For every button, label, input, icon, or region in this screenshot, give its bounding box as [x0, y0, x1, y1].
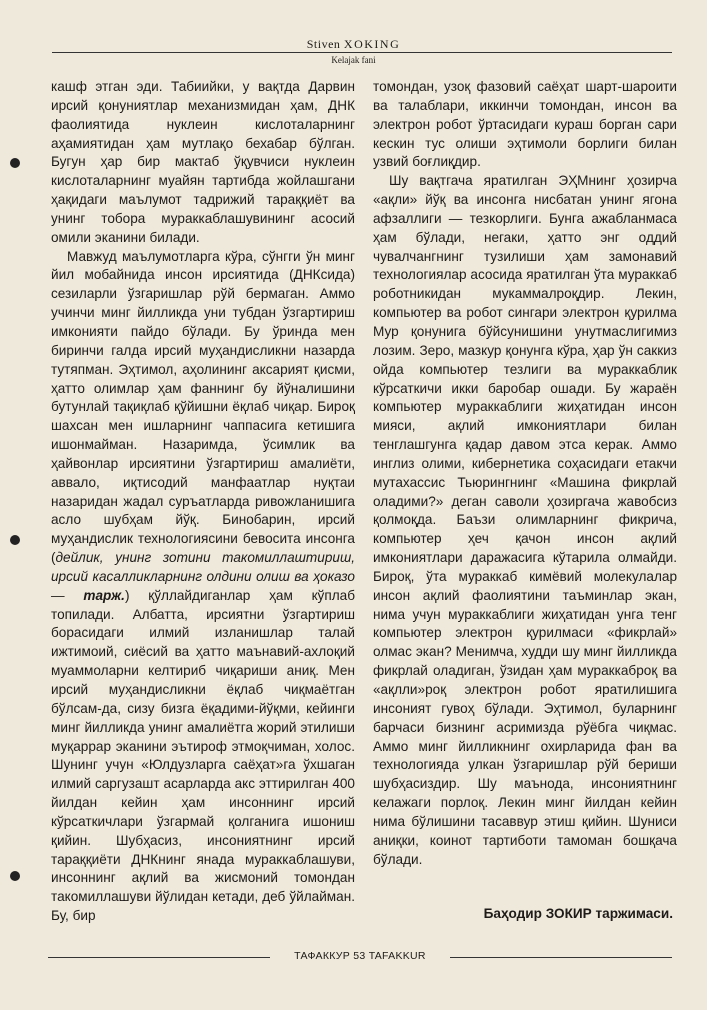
header-subtitle: Kelajak fani	[331, 55, 376, 65]
binder-hole	[10, 535, 20, 545]
translator-credit: Баҳодир ЗОКИР таржимаси.	[483, 906, 673, 921]
author-last-name: XOKING	[343, 37, 401, 51]
paragraph-text: ) қўллайдиганлар ҳам кўплаб топилади. Албатта, ирсиятни ўзгартириш борасидаги илмий изланишлар талай ижтимоий, сиёсий ва ҳатто маънавий-ахлоқий муаммоларни келтириб чиқариши аниқ. Мен ирсий муҳандисликни ёқлаб чиқмаётган бўлсам-да, сизу бизга ёқадими-йўқми, кейинги минг йилликда унинг амалиётга жорий этилиши муқаррар эканини эътироф этмоқчиман, холос. Шунинг учун «Юлдузларга саёҳат»га ўхшаган илмий саргузашт асарларда акс эттирилган 400 йилдан кейин ҳам инсоннинг ирсий кўрсаткичлари ўзгармай қолганига ишониш қийин. Шубҳасиз, инсониятнинг ирсий тараққиёти ДНКнинг янада мураккаблашуви, инсоннинг ақлий ва жисмоний томондан такомиллашуви йўлидан кетади, деб ўйлайман. Бу, бир	[51, 587, 355, 924]
page-footer	[48, 950, 672, 964]
author-first-name: Stiven	[306, 37, 341, 51]
footer-page-label: ТАФАККУР 53 TAFAKKUR	[294, 950, 426, 962]
translator-note: тарж.	[83, 587, 125, 603]
binder-hole	[10, 871, 20, 881]
paragraph: Шу вақтгача яратилган ЭҲМнинг ҳозирча «ақли» йўқ ва инсонга нисбатан унинг ягона афзаллиги — тезкорлиги. Бунга ажабланмаса ҳам бўлади, негаки, ҳатто энг оддий чувалчангнинг тузилиши ҳам замонавий технологиялар асосида яратилган ўта мураккаб роботникидан мукаммалроқдир. Лекин, компьютер ва робот сингари электрон қурилма Мур қонунига бўйсунишини унутмаслигимиз лозим. Зеро, мазкур қонунга кўра, ҳар ўн саккиз ойда компьютер тезлиги ва мураккаблик кўрсаткичи икки баробар ошади. Бу жараён компьютер мураккаблиги жиҳатидан инсон мияси, ақлий имкониятлари билан тенглашгунга қадар давом этса керак. Аммо инглиз олими, кибернетика соҳасидаги етакчи мутахассис Тьюрингнинг «Машина фикрлай оладими?» деган саволи ҳозиргача жавобсиз қолмоқда. Баъзи олимларнинг фикрича, компьютер ҳеч қачон инсон ақлий имкониятлари даражасига кўтарила олмайди. Бироқ, ўта мураккаб кимёвий молекулалар инсон ақлий фаолиятини таъминлар экан, нима учун мураккаблиги жиҳатидан унга тенг компьютер электрон қурилмаси «фикрлай» олмас экан? Менимча, худди шу минг йилликда фикрлай оладиган, ўзидан ҳам мураккаброқ ва «ақлли»роқ электрон робот яратилишига инсоният гувоҳ бўлади. Эҳтимол, буларнинг барчаси бизнинг асримизда рўёбга чиқмас. Аммо минг йилликнинг охирларида фан ва технологияда улкан ўзгаришлар рўй бериши шубҳасиздир. Шу маънода, инсониятнинг келажаги порлоқ. Лекин минг йилдан кейин нима бўлишини тасаввур этиш қийин. Шуниси аниқки, коинот тартиботи тамоман бошқача бўлади.	[373, 173, 677, 867]
paragraph	[51, 248, 355, 926]
binder-hole	[10, 158, 20, 168]
italic-aside: дейлик, унинг зотини такомиллаштириш, ирсий касалликларнинг олдини олиш ва ҳоказо —	[51, 550, 355, 603]
paragraph: кашф этган эди. Табиийки, у вақтда Дарвин ирсий қонуниятлар механизмидан ҳам, ДНК фаолиятида нуклеин кислоталарнинг аҳамиятидан ҳам мутлақо бехабар бўлган. Бугун ҳар бир мактаб ўқувчиси нуклеин кислоталарнинг муайян тартибда жойлашгани ҳақидаги маълумот тадрижий тараққиёт ва унинг тобора мураккаблашувининг асосий омили эканини билади.	[51, 79, 355, 245]
paragraph: томондан, узоқ фазовий саёҳат шарт-шароити ва талаблари, иккинчи томондан, инсон ва электрон робот ўртасидаги кураш борган сари кескин тус олиши эҳтимоли борлиги билан узвий боғлиқдир.	[373, 79, 677, 170]
footer-rule	[450, 957, 672, 958]
paragraph-text: Мавжуд маълумотларга кўра, сўнгги ўн минг йил мобайнида инсон ирсиятида (ДНКсида) сезиларли ўзгаришлар рўй бермаган. Аммо учинчи минг йилликда уни тубдан ўзгартириш имконияти пайдо бўлади. Бу ўринда мен биринчи галда ирсий муҳандисликни назарда тутяпман. Эҳтимол, аҳолининг аксарият қисми, ҳатто олимлар ҳам фаннинг бу йўналишини бутунлай тақиқлаб қўйишни ёқлаб чиқар. Бироқ шахсан мен ишларнинг чаппасига кетишига ишонмайман. Назаримда, ўсимлик ва ҳайвонлар ирсиятини ўзгартириш амалиёти, аввало, иқтисодий манфаатлар нуқтаи назаридан жадал суръатларда ривожланишига асло шубҳам йўқ. Бинобарин, ирсий муҳандислик технологиясини бевосита инсонга (	[51, 248, 355, 566]
running-header	[0, 37, 707, 66]
footer-rule	[48, 957, 270, 958]
right-column	[373, 78, 677, 869]
left-column	[51, 78, 355, 926]
header-author	[0, 37, 707, 51]
header-rule	[52, 52, 672, 53]
